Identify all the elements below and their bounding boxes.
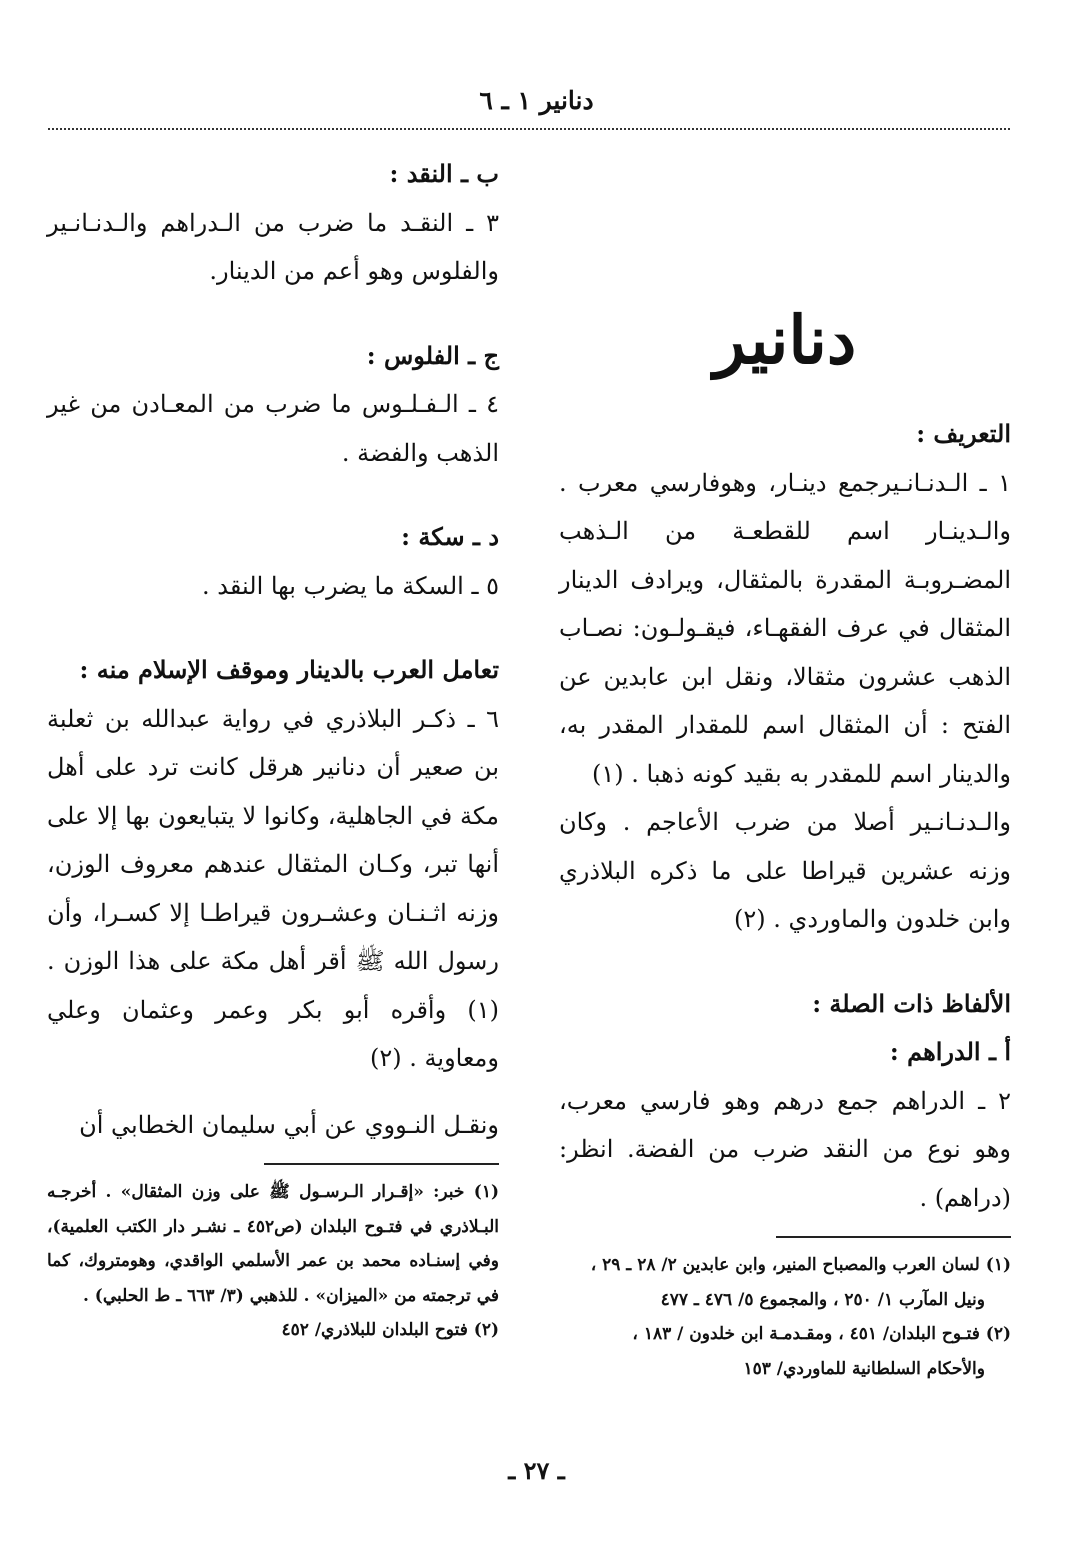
fulus-paragraph: ٤ ـ الـفـلـوس ما ضرب من المعـادن من غير الذهب والفضة . <box>47 390 499 467</box>
footnote: (٢) فتـوح البلدان/ ٤٥١ ، ومقـدمـة ابن خلدون / ١٨٣ ، والأحكام السلطانية للماوردي/ ١٥٣ <box>632 1324 1011 1379</box>
footnote: (١) لسان العرب والمصباح المنير، وابن عابدين ٢/ ٢٨ ـ ٢٩ ، ونيل المآرب ١/ ٢٥٠ ، والمجموع ٥/ ٤٧٦ ـ ٤٧٧ <box>590 1255 1011 1310</box>
footnote-divider <box>776 1236 1011 1238</box>
subheading-dirhams: أ ـ الدراهم : <box>889 1037 1011 1066</box>
nawawi-paragraph: ونقـل النـووي عن أبي سليمان الخطابي أن <box>79 1110 499 1139</box>
entry-title: دنانير <box>713 301 857 379</box>
left-column <box>47 150 499 1348</box>
spacer <box>559 150 1011 300</box>
arab-dealings-paragraph: ٦ ـ ذكـر البلاذري في رواية عبدالله بن ثعلبة بن صعير أن دنانير هرقل كانت ترد على أهل مكة في الجاهلية، وكانوا لا يتبايعون بها إلا على أنها تبر، وكـان المثقال عندهم معروف الوزن، وزنه اثـنـان وعشـرون قيراطـا إلا كسـرا، وأن رسول الله ﷺ أقر أهل مكة على هذا الوزن . (١) وأقره أبو بكر وعمر وعثمان وعلي ومعاوية . (٢) <box>47 704 499 1072</box>
page-number: ـ ٢٧ ـ <box>508 1456 565 1485</box>
footnote-divider <box>264 1163 499 1165</box>
running-head: دنانير ١ ـ ٦ <box>479 86 594 115</box>
related-terms-heading: الألفاظ ذات الصلة : <box>812 988 1011 1018</box>
history-paragraph: والـدنـانـير أصلا من ضرب الأعاجم . وكان وزنه عشرين قيراطا على ما ذكره البلاذري وابن خلدون والماوردي . (٢) <box>559 808 1011 933</box>
dirhams-paragraph: ٢ ـ الدراهم جمع درهم وهو فارسي معرب، وهو نوع من النقد ضرب من الفضة. انظر: (دراهم) . <box>559 1086 1011 1212</box>
right-column <box>559 150 1011 1386</box>
subheading-naqd: ب ـ النقد : <box>389 159 499 188</box>
subheading-fulus: ج ـ الفلوس : <box>366 340 499 370</box>
definition-heading: التعريف : <box>916 419 1011 448</box>
naqd-paragraph: ٣ ـ النقـد ما ضرب من الـدراهم والـدنـانـير والفلوس وهو أعم من الدينار. <box>47 208 499 285</box>
header-divider <box>48 128 1010 130</box>
footnote: (٢) فتوح البلدان للبلاذري/ ٤٥٢ <box>281 1320 499 1340</box>
section-heading: تعامل العرب بالدينار وموقف الإسلام منه : <box>79 655 499 684</box>
subheading-sikka: د ـ سكة : <box>401 522 499 551</box>
footnote: (١) خبر: «إقـرار الـرسـول ﷺ على وزن المثقال» . أخرجـه البـلاذري في فتـوح البلدان (ص٤٥٢ ـ نشـر دار الكتب العلمية)، وفي إسنـاده محمد بن عمر الأسلمي الواقدي، وهومتروك، كما في ترجمته من «الميزان» . للذهبي (٣/ ٦٦٣ ـ ط الحلبي) . <box>47 1182 500 1306</box>
sikka-paragraph: ٥ ـ السكة ما يضرب بها النقد . <box>202 571 499 600</box>
definition-paragraph: ١ ـ الـدنـانـيرجمع دينـار، وهوفارسي معرب . والـدينـار اسم للقطعـة من الـذهب المضـروبـة المقدرة بالمثقال، ويرادف الدينار المثقال في عرف الفقهـاء، فيقـولـون: نصـاب الذهب عشرون مثقالا، ونقل ابن عابدين عن الفتح : أن المثقال اسم للمقدار المقدر به، والدينار اسم للمقدر به بقيد كونه ذهبا . (١) <box>559 468 1011 788</box>
